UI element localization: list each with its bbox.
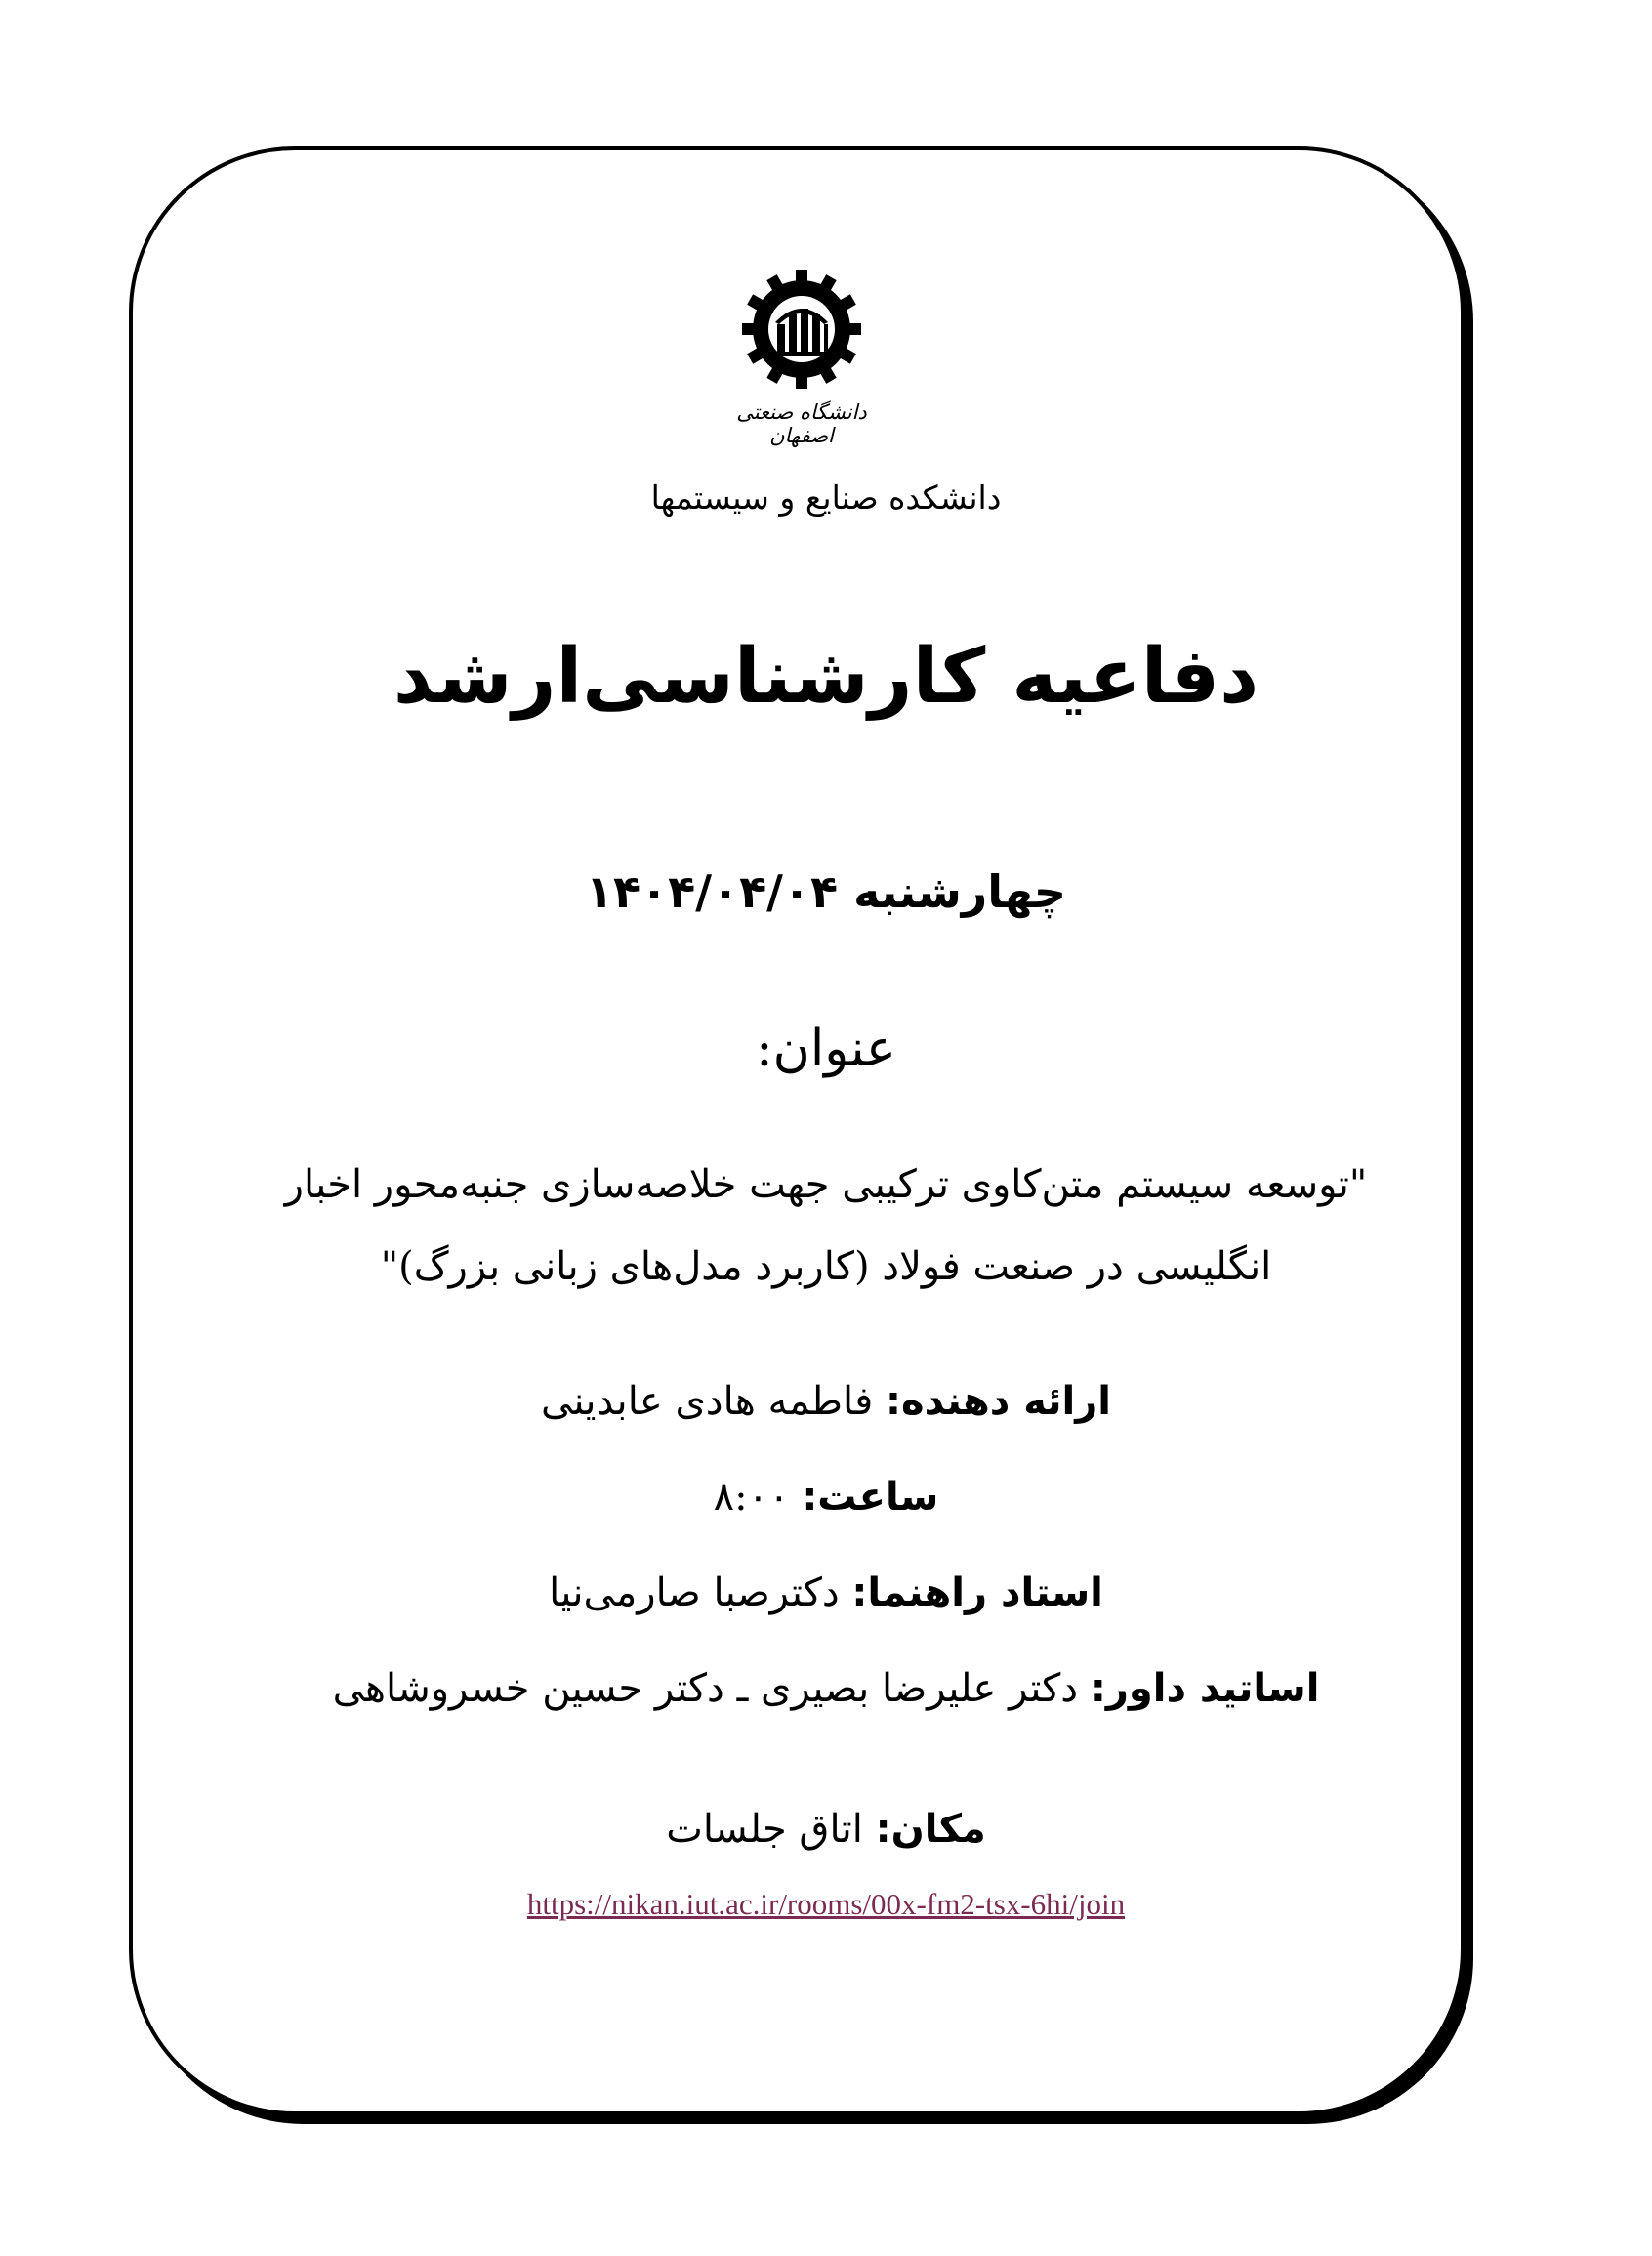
venue-row: [0, 1807, 1652, 1852]
time-label: ساعت:: [802, 1475, 939, 1520]
time-row: [0, 1475, 1652, 1520]
thesis-title-line-2: انگلیسی در صنعت فولاد (کاربرد مدل‌های زبانی بزرگ)": [380, 1244, 1272, 1289]
page-title: دفاعیه کارشناسی‌ارشد: [392, 633, 1260, 721]
examiners-label: اساتید داور:: [1090, 1666, 1320, 1711]
supervisor-label: استاد راهنما:: [851, 1570, 1103, 1615]
examiners-names: دکتر علیرضا بصیری ـ دکتر حسین خسروشاهی: [332, 1666, 1079, 1711]
presenter-label: ارائه دهنده:: [886, 1379, 1111, 1424]
supervisor-name: دکترصبا صارمی‌نیا: [549, 1570, 840, 1615]
defense-date: چهارشنبه ۱۴۰۴/۰۴/۰۴: [585, 865, 1067, 918]
venue-value: اتاق جلسات: [666, 1807, 863, 1852]
presenter-row: [0, 1379, 1652, 1424]
thesis-title-line-1: "توسعه سیستم متن‌کاوی ترکیبی جهت خلاصه‌سازی جنبه‌محور اخبار: [284, 1162, 1368, 1207]
university-emblem-icon: [738, 266, 865, 393]
meeting-link[interactable]: https://nikan.iut.ac.ir/rooms/00x-fm2-tsx-6hi/join: [526, 1887, 1126, 1921]
supervisor-row: [0, 1570, 1652, 1615]
subject-label: عنوان:: [756, 1020, 896, 1078]
time-value: ۸:۰۰: [713, 1475, 790, 1520]
venue-label: مکان:: [875, 1807, 986, 1852]
examiners-row: [0, 1666, 1652, 1711]
presenter-name: فاطمه هادی عابدینی: [541, 1379, 874, 1424]
faculty-name: دانشکده صنایع و سیستمها: [650, 479, 1002, 517]
university-name: دانشگاه صنعتی اصفهان: [736, 400, 867, 447]
